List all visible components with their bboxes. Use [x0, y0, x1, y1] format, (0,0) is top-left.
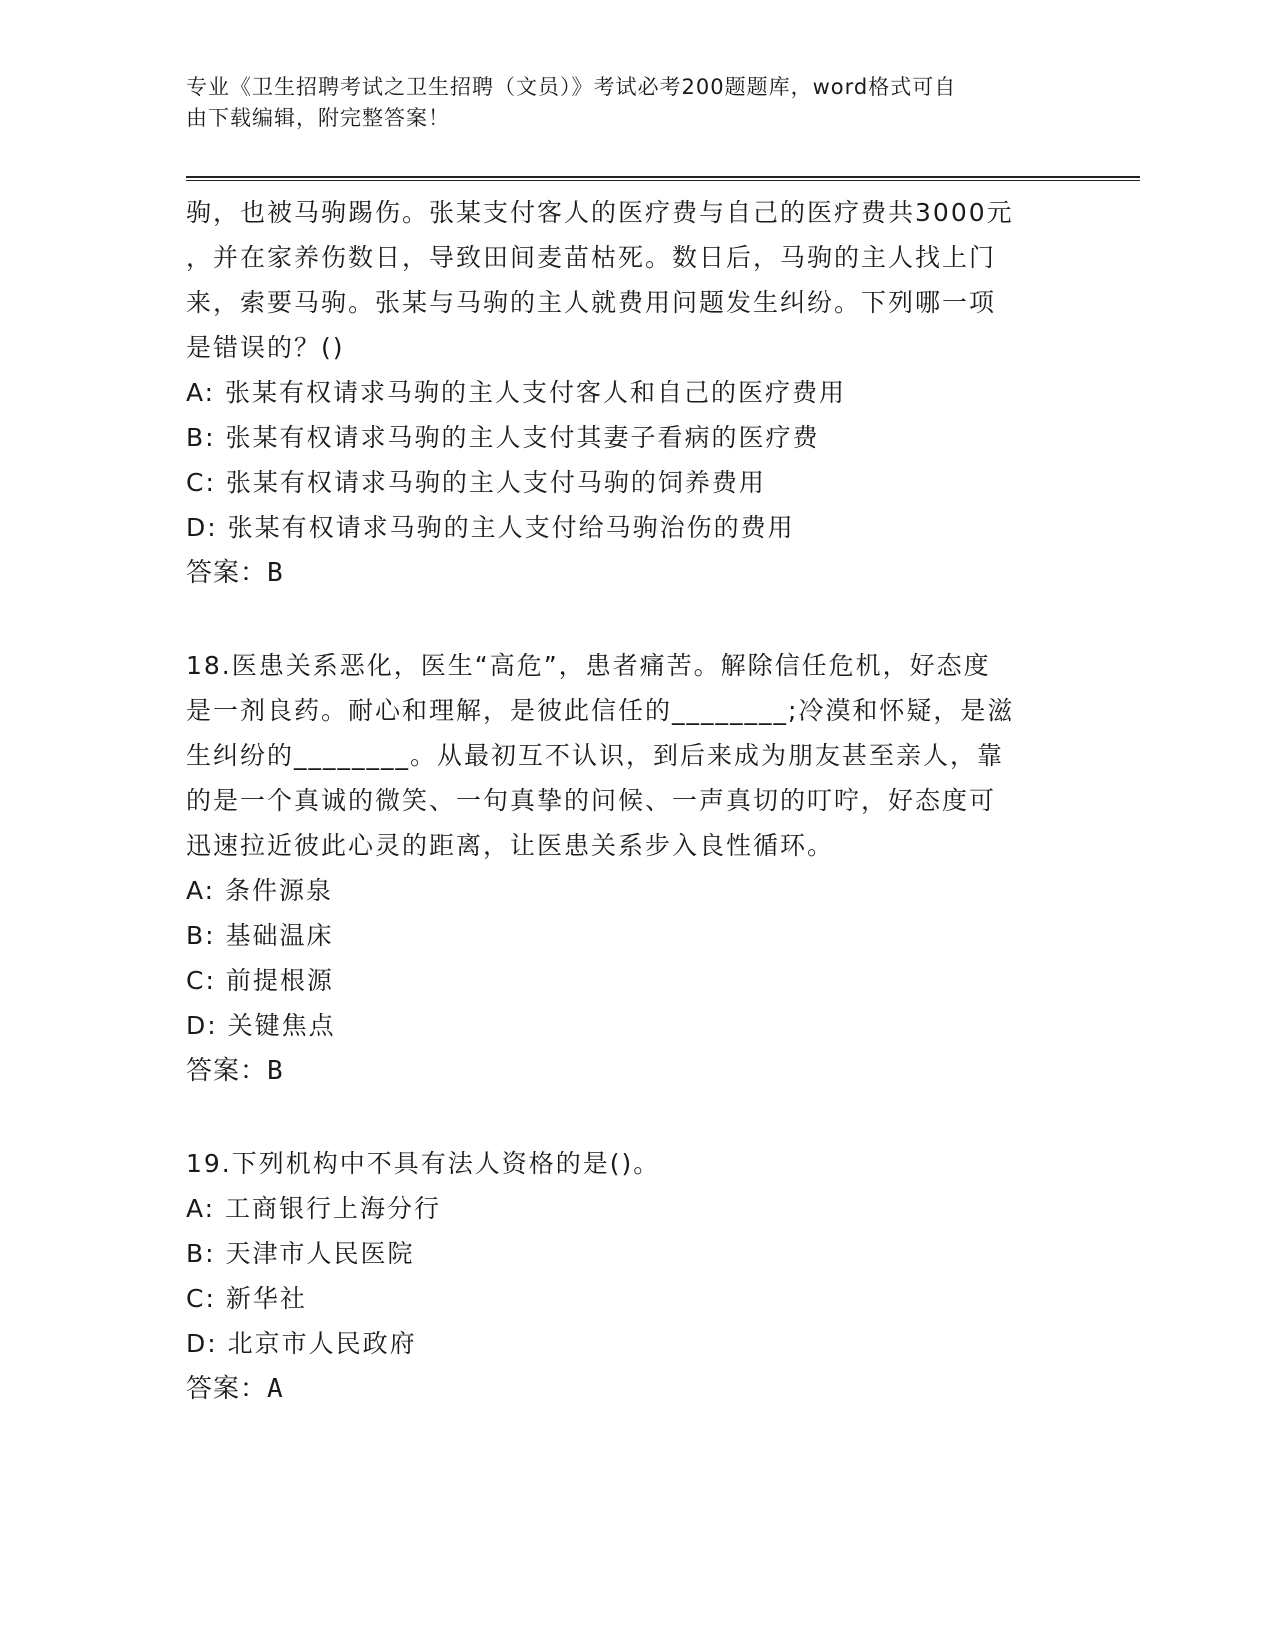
answer-label: 答案：: [186, 1056, 268, 1086]
option-d: D: 张某有权请求马驹的主人支付给马驹治伤的费用: [186, 513, 795, 542]
option-b: B: 张某有权请求马驹的主人支付其妻子看病的医疗费: [186, 423, 820, 452]
option-d: D: 北京市人民政府: [186, 1329, 417, 1358]
question-line: ，并在家养伤数日，导致田间麦苗枯死。数日后，马驹的主人找上门: [186, 243, 997, 272]
option-a: A: 工商银行上海分行: [186, 1194, 442, 1223]
answer-line: [186, 1366, 1086, 1412]
option-c: C: 张某有权请求马驹的主人支付马驹的饲养费用: [186, 468, 766, 497]
option-a: A: 条件源泉: [186, 876, 334, 905]
answer-value: B: [267, 558, 284, 588]
question-line: 是一剂良药。耐心和理解，是彼此信任的________;冷漠和怀疑，是滋: [186, 696, 1015, 725]
header-line-1: 专业《卫生招聘考试之卫生招聘（文员）》考试必考200题题库，word格式可自: [186, 75, 957, 99]
answer-line: [186, 550, 1086, 596]
question-line: 生纠纷的________。从最初互不认识，到后来成为朋友甚至亲人，靠: [186, 741, 1005, 770]
option-c: C: 前提根源: [186, 966, 334, 995]
answer-line: [186, 1048, 1086, 1094]
question-line: 是错误的？(): [186, 333, 345, 362]
question-line: 驹，也被马驹踢伤。张某支付客人的医疗费与自己的医疗费共3000元: [186, 198, 1014, 227]
question-line: 18.医患关系恶化，医生“高危”，患者痛苦。解除信任危机，好态度: [186, 651, 991, 680]
answer-label: 答案：: [186, 558, 268, 588]
question-list: [186, 190, 1086, 1412]
option-b: B: 基础温床: [186, 921, 334, 950]
answer-value: B: [267, 1056, 284, 1086]
header-line-2: 由下载编辑，附完整答案！: [186, 106, 450, 130]
question-text: [186, 1141, 1086, 1186]
answer-value: A: [267, 1374, 284, 1404]
question-18: [186, 643, 1086, 1094]
option-b: B: 天津市人民医院: [186, 1239, 415, 1268]
question-text: [186, 190, 1086, 370]
page-header: [186, 72, 1086, 134]
question-text: [186, 643, 1086, 868]
option-c: C: 新华社: [186, 1284, 307, 1313]
option-d: D: 关键焦点: [186, 1011, 336, 1040]
question-line: 迅速拉近彼此心灵的距离，让医患关系步入良性循环。: [186, 831, 835, 860]
question-17: [186, 190, 1086, 596]
header-divider: [186, 176, 1140, 181]
question-line: 19.下列机构中不具有法人资格的是()。: [186, 1149, 661, 1178]
spacer: [186, 596, 1086, 643]
spacer: [186, 1094, 1086, 1141]
option-a: A: 张某有权请求马驹的主人支付客人和自己的医疗费用: [186, 378, 847, 407]
question-19: [186, 1141, 1086, 1412]
question-line: 的是一个真诚的微笑、一句真挚的问候、一声真切的叮咛，好态度可: [186, 786, 997, 815]
question-line: 来，索要马驹。张某与马驹的主人就费用问题发生纠纷。下列哪一项: [186, 288, 997, 317]
answer-label: 答案：: [186, 1374, 268, 1404]
